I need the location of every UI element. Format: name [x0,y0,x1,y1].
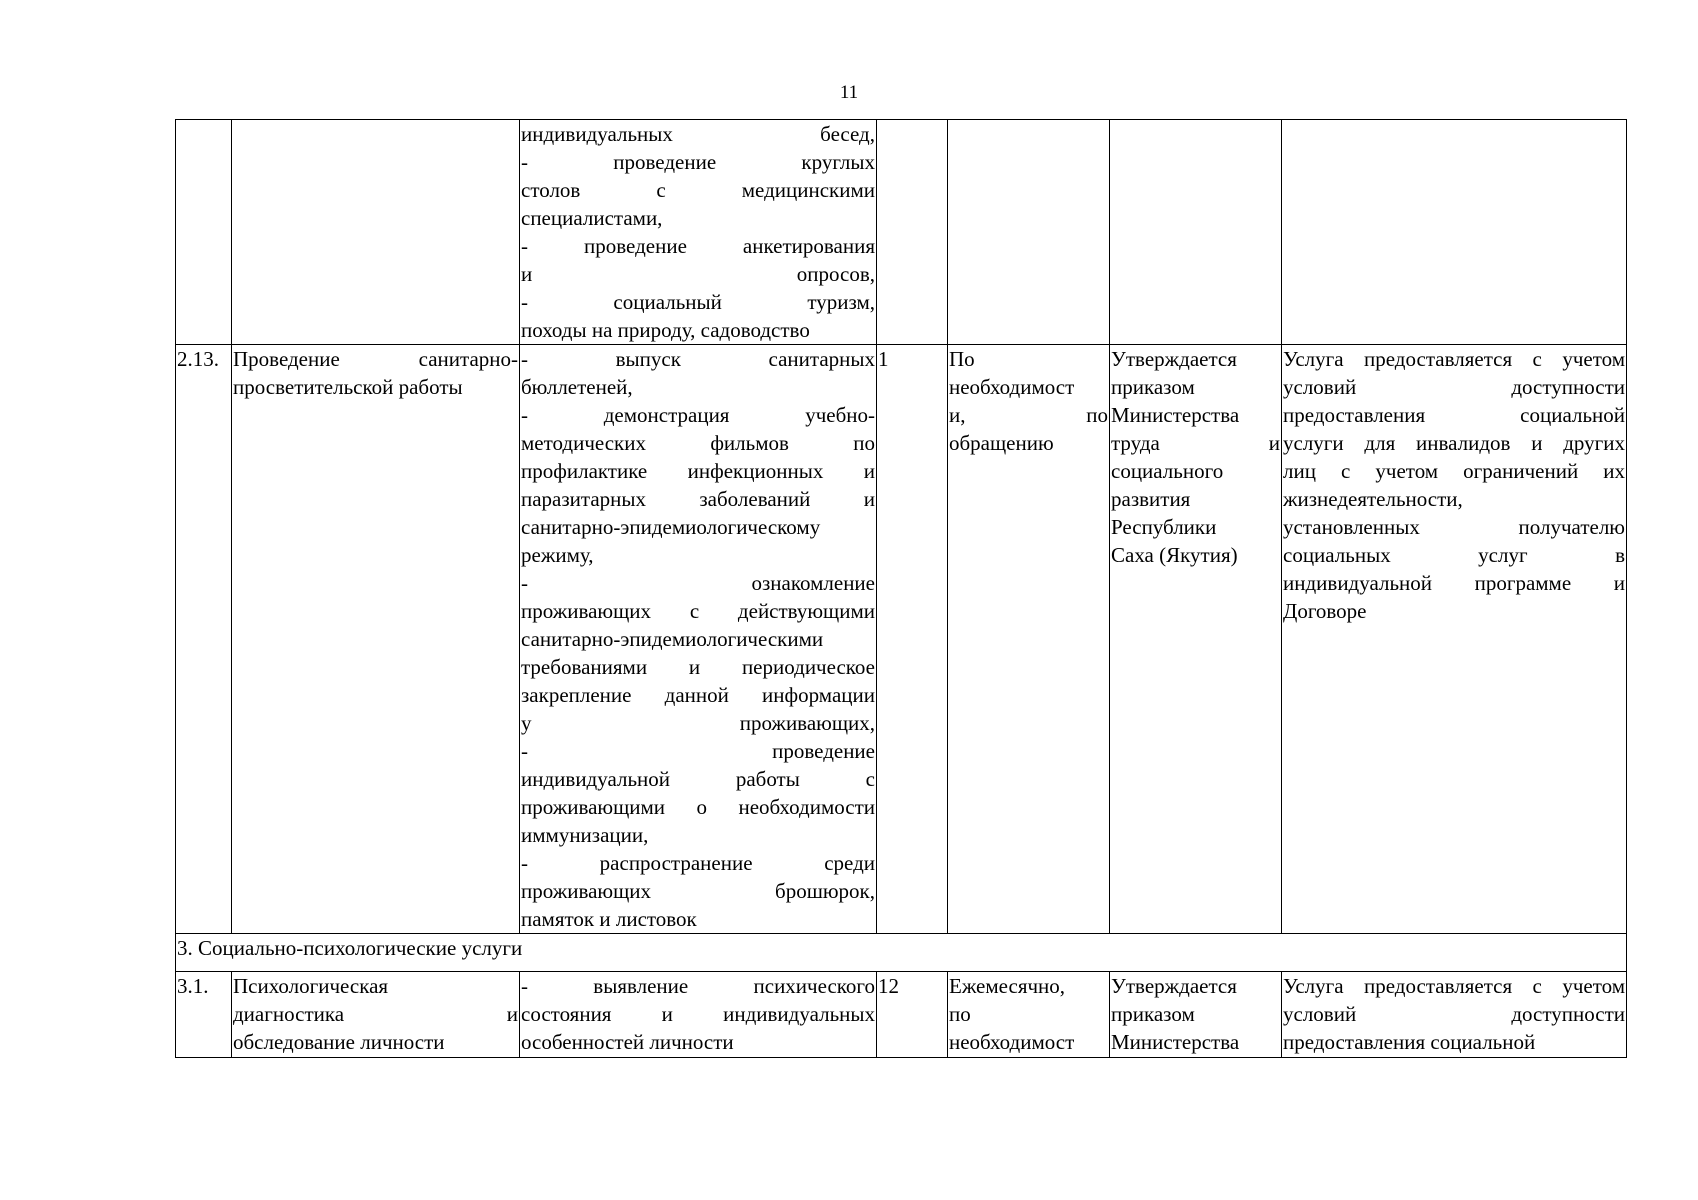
cell-conditions [1282,120,1627,345]
cell-cost [1110,972,1282,1058]
text-line: - выявление психического [521,974,875,998]
text-line: санитарно-эпидемиологическими [521,627,824,651]
cell-periodicity [948,120,1110,345]
text-line: Услуга предоставляется с учетом [1283,974,1625,998]
text-line: закрепление данной информации [521,683,875,707]
text-line: паразитарных заболеваний и [521,487,875,511]
text-line: Министерства [1111,403,1240,427]
text-line: предоставления социальной [1283,403,1625,427]
text-line: диагностика и [233,1002,518,1026]
cell-periodicity [948,972,1110,1058]
text-line: походы на природу, садоводство [521,318,810,342]
text-line: необходимост [949,375,1075,399]
text-line: и опросов, [521,262,875,286]
text-line: иммунизации, [521,823,649,847]
text-line: - проведение круглых [521,150,875,174]
text-line: - демонстрация учебно- [521,403,875,427]
text-line: бюллетеней, [521,375,633,399]
text-line: развития [1111,487,1191,511]
text-line: условий доступности [1283,1002,1625,1026]
cell-number: 2.13. [176,345,232,934]
text-line: и, по [949,403,1108,427]
cell-number: 3.1. [176,972,232,1058]
text-line: Утверждается [1111,347,1237,371]
text-line: проживающих с действующими [521,599,875,623]
text-line: Психологическая [233,974,389,998]
text-line: жизнедеятельности, [1283,487,1463,511]
text-line: требованиями и периодическое [521,655,875,679]
section-row-3 [176,934,1627,972]
text-line: Ежемесячно, [949,974,1066,998]
text-line: приказом [1111,1002,1195,1026]
text-line: Договоре [1283,599,1367,623]
text-line: Министерства [1111,1030,1240,1054]
text-line: - выпуск санитарных [521,347,875,371]
cell-service-content [520,972,877,1058]
text-line: лиц с учетом ограничений их [1283,459,1625,483]
text-line: индивидуальной работы с [521,767,875,791]
text-line: необходимост [949,1030,1075,1054]
text-line: у проживающих, [521,711,875,735]
text-line: методических фильмов по [521,431,875,455]
text-line: Республики [1111,515,1217,539]
text-line: особенностей личности [521,1030,734,1054]
cell-service-name [232,120,520,345]
cell-volume: 1 [877,345,948,934]
text-line: режиму, [521,543,594,567]
text-line: специалистами, [521,206,663,230]
cell-volume: 12 [877,972,948,1058]
cell-service-name [232,972,520,1058]
cell-cost [1110,120,1282,345]
text-line: проживающими о необходимости [521,795,875,819]
text-line: обращению [949,431,1054,455]
text-line: Проведение санитарно- [233,347,518,371]
text-line: памяток и листовок [521,907,697,931]
text-line: - социальный туризм, [521,290,875,314]
cell-volume [877,120,948,345]
text-line: индивидуальной программе и [1283,571,1625,595]
section-title: 3. Социально-психологические услуги [176,934,1627,972]
cell-service-name [232,345,520,934]
table-row-continued [176,120,1627,345]
text-line: по [949,1002,971,1026]
text-line: - распространение среди [521,851,875,875]
text-line: социального [1111,459,1224,483]
services-table [175,119,1627,1058]
text-line: - ознакомление [521,571,875,595]
text-line: просветительской работы [233,375,463,399]
text-line: Услуга предоставляется с учетом [1283,347,1625,371]
text-line: По [949,347,975,371]
page-number: 11 [839,82,859,103]
text-line: Саха (Якутия) [1111,543,1238,567]
text-line: условий доступности [1283,375,1625,399]
cell-cost [1110,345,1282,934]
text-line: установленных получателю [1283,515,1625,539]
text-line: индивидуальных бесед, [521,122,875,146]
text-line: услуги для инвалидов и других [1283,431,1625,455]
cell-service-content [520,345,877,934]
text-line: - проведение [521,739,875,763]
text-line: социальных услуг в [1283,543,1625,567]
cell-conditions [1282,972,1627,1058]
text-line: санитарно-эпидемиологическому [521,515,821,539]
text-line: состояния и индивидуальных [521,1002,875,1026]
text-line: труда и [1111,431,1280,455]
cell-service-content [520,120,877,345]
table-row-3-1 [176,972,1627,1058]
text-line: профилактике инфекционных и [521,459,875,483]
text-line: проживающих брошюрок, [521,879,875,903]
table-row-2-13 [176,345,1627,934]
cell-conditions [1282,345,1627,934]
cell-number [176,120,232,345]
text-line: столов с медицинскими [521,178,875,202]
text-line: - проведение анкетирования [521,234,875,258]
text-line: предоставления социальной [1283,1030,1536,1054]
cell-periodicity [948,345,1110,934]
text-line: приказом [1111,375,1195,399]
text-line: Утверждается [1111,974,1237,998]
text-line: обследование личности [233,1030,445,1054]
